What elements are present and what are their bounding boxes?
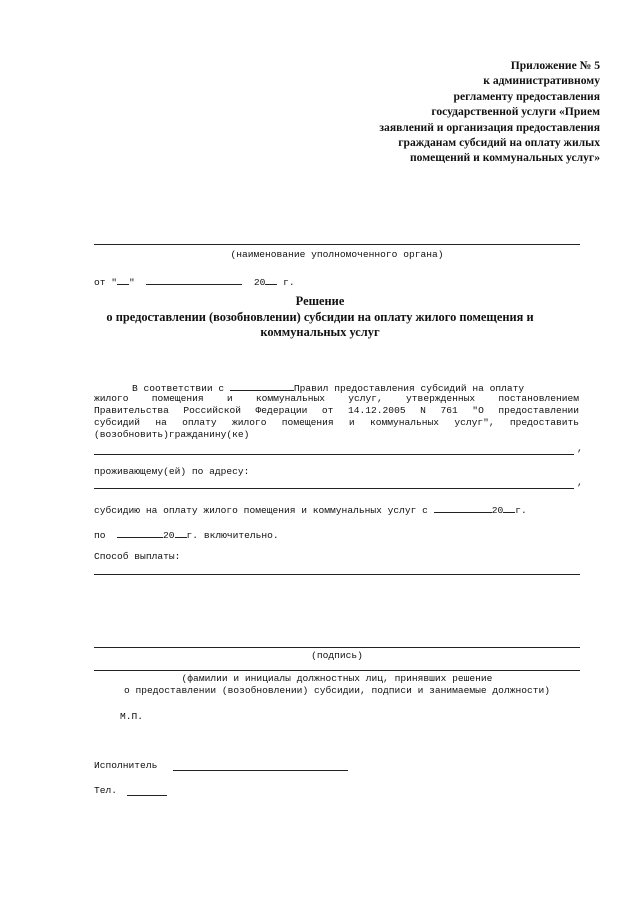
subsidy-line: субсидию на оплату жилого помещения и коммунальных услуг с 20 г. (94, 505, 527, 516)
date-from-label: от (94, 277, 106, 288)
executor-label: Исполнитель (94, 760, 158, 771)
annex-line: государственной услуги «Прием (431, 105, 600, 119)
payment-label: Способ выплаты: (94, 551, 181, 562)
subsidy-start-date-field[interactable] (434, 503, 492, 513)
stamp-label: М.П. (120, 711, 144, 722)
annex-line: гражданам субсидий на оплату жилых (398, 136, 600, 150)
annex-line: помещений и коммунальных услуг» (409, 151, 600, 165)
authority-name-field[interactable] (94, 244, 580, 245)
comma: , (577, 443, 583, 454)
phone-label: Тел. (94, 785, 118, 796)
date-day-field[interactable] (117, 275, 129, 285)
comma: , (577, 477, 583, 488)
citizen-name-field[interactable] (94, 454, 574, 455)
subsidy-end-date-field[interactable] (117, 528, 163, 538)
document-title (60, 294, 580, 341)
signature-field[interactable] (94, 647, 580, 648)
body-line-2: жилого помещения и коммунальных услуг, утвержденных постановлением (94, 393, 579, 404)
phone-field[interactable] (127, 795, 167, 796)
officials-caption: о предоставлении (возобновлении) субсидии, подписи и занимаемые должности) (123, 685, 551, 696)
address-label: проживающему(ей) по адресу: (94, 466, 250, 477)
date-month-field[interactable] (146, 275, 242, 285)
subsidy-end-year-field[interactable] (175, 528, 187, 538)
annex-line: заявлений и организация предоставления (379, 120, 600, 134)
till-line: по 20 г. включительно. (94, 530, 279, 541)
legal-basis-field[interactable] (230, 381, 294, 391)
annex-header (300, 58, 600, 166)
officials-field[interactable] (94, 670, 580, 671)
address-field[interactable] (94, 488, 574, 489)
date-line: от " " 20 г. (94, 277, 295, 288)
date-year-field[interactable] (265, 275, 277, 285)
signature-caption: (подпись) (311, 650, 363, 661)
executor-field[interactable] (173, 770, 348, 771)
officials-caption: (фамилии и инициалы должностных лиц, принявших решение (181, 673, 493, 684)
annex-line: регламенту предоставления (453, 89, 600, 103)
subsidy-start-year-field[interactable] (503, 503, 515, 513)
body-line-4: субсидий на оплату жилого помещения и коммунальных услуг", предоставить (94, 417, 579, 428)
title-line: о предоставлении (возобновлении) субсидии на оплату жилого помещения и (106, 309, 534, 324)
authority-caption: (наименование уполномоченного органа) (230, 249, 444, 260)
body-line-5: (возобновить)гражданину(ке) (94, 429, 250, 440)
title-heading: Решение (295, 294, 345, 308)
annex-line: к административному (483, 74, 600, 88)
body-line-1: В соответствии с Правил предоставления субсидий на оплату (132, 383, 525, 394)
body-line-3: Правительства Российской Федерации от 14.12.2005 N 761 "О предоставлении (94, 405, 579, 416)
annex-line: Приложение № 5 (510, 59, 600, 72)
title-line: коммунальных услуг (260, 325, 380, 339)
payment-method-field[interactable] (94, 574, 580, 575)
